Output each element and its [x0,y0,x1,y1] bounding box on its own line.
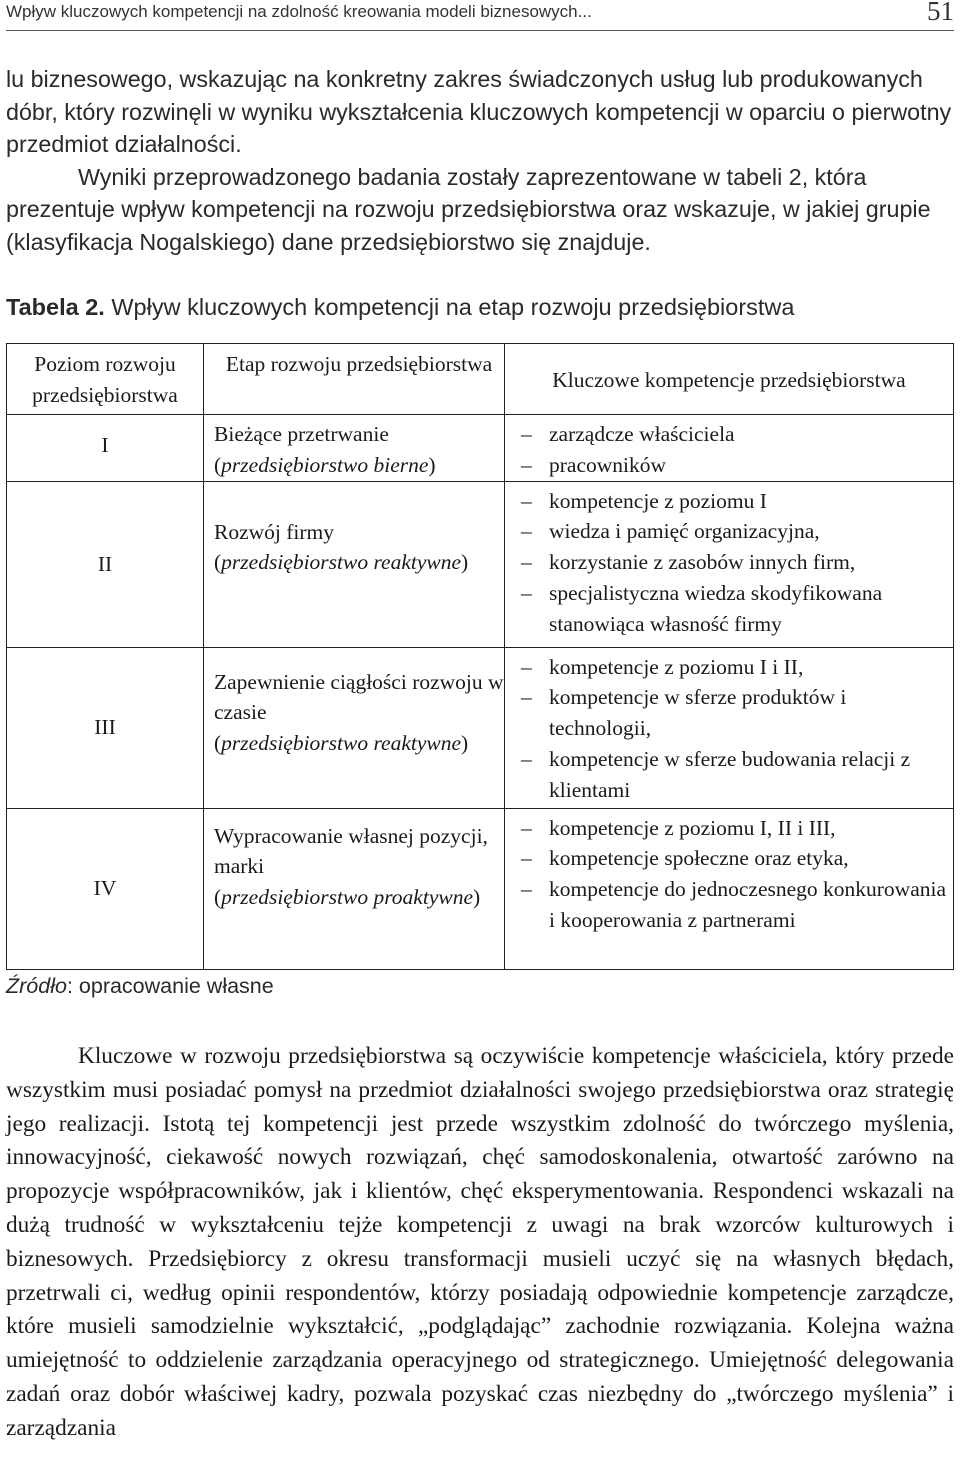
table-source [6,974,274,999]
source-text: : opracowanie własne [66,974,274,998]
stage-name: Bieżące przetrwanie [214,422,389,446]
list-item: – kompetencje z poziomu I [521,488,767,513]
stage-cell: Zapewnienie ciągłości rozwoju w czasie (przedsiębiorstwo reaktywne) [204,647,505,808]
list-item: – pracowników [521,452,667,477]
competences-cell [505,647,954,808]
list-item: – wiedza i pamięć organizacyjna, [521,519,820,544]
list-item: – kompetencje w sferze produktów i technologii, [521,685,847,741]
list-item: – kompetencje z poziomu I, II i III, [521,815,836,840]
intro-paragraph-2: Wyniki przeprowadzonego badania zostały zaprezentowane w tabeli 2, która prezentuje wpływ kompetencji na rozwoju przedsiębiorstwa oraz wskazuje, w jakiej grupie (klasyfikacja Nogalskiego) dane przedsiębiorstwo się znajduje. [6,163,931,255]
table-header-row [7,344,954,415]
intro-paragraph-1: lu biznesowego, wskazując na konkretny zakres świadczonych usług lub produkowanych dóbr, który rozwinęli w wyniku wykształcenia kluczowych kompetencji w oparciu o pierwotny przedmiot działalności. [6,66,952,157]
table-caption-label: Tabela 2. [6,294,105,320]
competence-table [6,343,954,970]
competences-cell [505,808,954,969]
stage-name: Wypracowanie własnej pozycji, marki [214,823,488,879]
table-caption-text: Wpływ kluczowych kompetencji na etap rozwoju przedsiębiorstwa [104,294,795,320]
level-cell: I [7,415,204,482]
stage-type: przedsiębiorstwo reaktywne [221,550,462,575]
stage-type: przedsiębiorstwo bierne [221,452,429,477]
level-cell: IV [7,808,204,969]
stage-cell: Bieżące przetrwanie (przedsiębiorstwo bierne) [204,415,505,482]
list-item: – specjalistyczna wiedza skodyfikowana stanowiąca własność firmy [521,580,883,636]
running-header [6,0,954,28]
list-item: – kompetencje społeczne oraz etyka, [521,846,849,871]
header-level: Poziom rozwoju przedsiębiorstwa [7,344,204,415]
list-item: – kompetencje w sferze budowania relacji z klientami [521,746,911,802]
table-row [7,808,954,969]
body-paragraph-text: Kluczowe w rozwoju przedsiębiorstwa są oczywiście kompetencje właściciela, który przede wszystkim musi posiadać pomysł na przedmiot działalności swojego przedsiębiorstwa oraz strategię jego realizacji. Istotą tej kompetencji jest przede wszystkim zdolność do twórczego myślenia, innowacyjność, ciekawość nowych rozwiązań, chęć samodoskonalenia, otwartość zarówno na propozycje współpracowników, jak i klientów, chęć eksperymentowania. Respondenci wskazali na dużą trudność w wykształceniu tejże kompetencji z uwagi na brak wzorców kulturowych i biznesowych. Przedsiębiorcy z okresu transformacji musieli uczyć się na własnych błędach, przetrwali ci, według opinii respondentów, którzy posiadają odpowiednie kompetencje zarządcze, które musieli samodzielnie wykształcić, „podglądając” zachodnie rozwiązania. Kolejna ważna umiejętność to oddzielenie zarządzania operacyjnego od strategicznego. Umiejętność delegowania zadań oraz dobór właściwej kadry, pozwala pozyskać czas niezbędny do „twórczego myślenia” i zarządzania [6,1043,954,1441]
list-item: – kompetencje z poziomu I i II, [521,654,804,679]
level-cell: II [7,481,204,647]
table-caption [6,294,954,321]
level-cell: III [7,647,204,808]
header-rule [6,30,954,31]
competences-cell [505,415,954,482]
table-row [7,647,954,808]
intro-paragraphs [6,63,954,258]
stage-cell: Rozwój firmy (przedsiębiorstwo reaktywne) [204,481,505,647]
list-item: – kompetencje do jednoczesnego konkurowania i kooperowania z partnerami [521,877,947,932]
list-item: – korzystanie z zasobów innych firm, [521,550,856,575]
stage-type: przedsiębiorstwo reaktywne [221,730,462,755]
table-row [7,481,954,647]
competences-cell [505,481,954,647]
page-number: 51 [927,0,954,26]
header-competences: Kluczowe kompetencje przedsiębiorstwa [505,344,954,415]
stage-name: Rozwój firmy [214,519,335,544]
body-paragraph [6,1040,954,1446]
source-label: Źródło [6,974,67,998]
stage-type: przedsiębiorstwo proaktywne [221,884,473,909]
stage-name: Zapewnienie ciągłości rozwoju w czasie [214,669,504,725]
header-stage: Etap rozwoju przedsiębiorstwa [204,344,505,415]
list-item: – zarządcze właściciela [521,422,735,446]
running-title: Wpływ kluczowych kompetencji na zdolność kreowania modeli biznesowych... [6,2,592,21]
table-row [7,415,954,482]
stage-cell: Wypracowanie własnej pozycji, marki (przedsiębiorstwo proaktywne) [204,808,505,969]
